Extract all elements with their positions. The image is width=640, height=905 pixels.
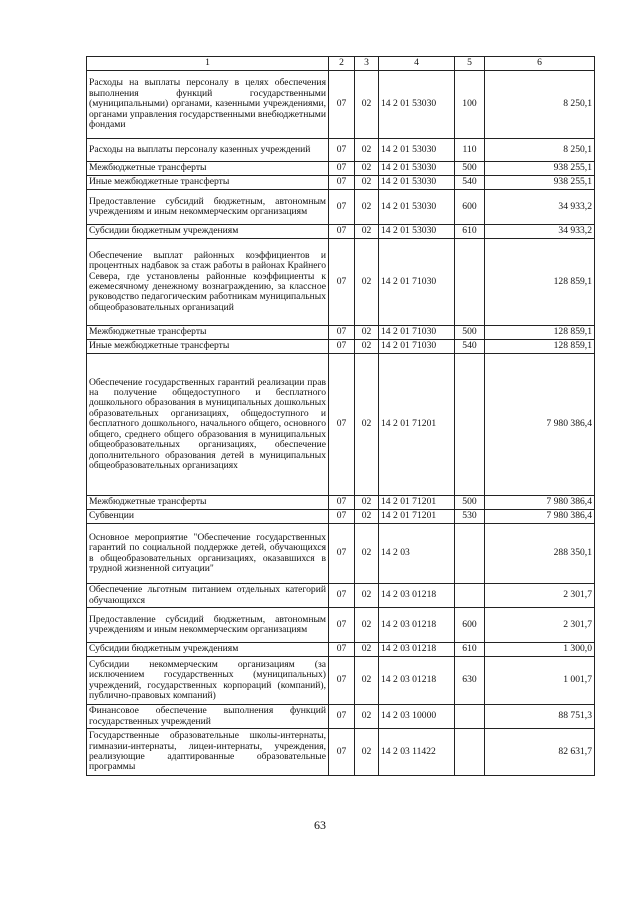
row-section: 07 [329,496,355,510]
table-row [87,239,595,326]
row-target-code: 14 2 03 01218 [379,643,455,657]
row-section: 07 [329,584,355,608]
row-subsection: 02 [355,510,379,524]
table-row [87,139,595,162]
table-row [87,510,595,524]
row-expense-type [455,354,485,496]
table-row [87,729,595,776]
row-name: Финансовое обеспечение выполнения функций государственных учреждений [87,705,329,729]
row-target-code: 14 2 01 71030 [379,326,455,340]
row-sum: 7 980 386,4 [485,496,595,510]
row-sum: 938 255,1 [485,162,595,176]
row-subsection: 02 [355,139,379,162]
row-sum: 88 751,3 [485,705,595,729]
row-name: Межбюджетные трансферты [87,496,329,510]
row-sum: 34 933,2 [485,225,595,239]
row-target-code: 14 2 01 71201 [379,354,455,496]
row-name: Основное мероприятие "Обеспечение государственных гарантий по социальной поддержке детей, обучающихся в общеобразовательных организациях, оказавшихся в трудной жизненной ситуации" [87,524,329,584]
row-expense-type: 500 [455,496,485,510]
row-sum: 1 001,7 [485,657,595,705]
row-sum: 1 300,0 [485,643,595,657]
row-name: Расходы на выплаты персоналу в целях обеспечения выполнения функций государственными (муниципальными) органами, казенными учреждениями, органами управления государственными внебюджетными фондами [87,71,329,139]
row-target-code: 14 2 01 53030 [379,71,455,139]
col-header-3: 3 [355,57,379,71]
row-name: Субвенции [87,510,329,524]
row-sum: 288 350,1 [485,524,595,584]
budget-table [86,56,595,776]
row-sum: 7 980 386,4 [485,510,595,524]
row-target-code: 14 2 03 10000 [379,705,455,729]
row-section: 07 [329,190,355,225]
row-target-code: 14 2 03 01218 [379,657,455,705]
row-sum: 128 859,1 [485,326,595,340]
row-section: 07 [329,239,355,326]
table-row [87,643,595,657]
row-subsection: 02 [355,190,379,225]
row-name: Обеспечение государственных гарантий реализации прав на получение общедоступного и бесплатного дошкольного образования в муниципальных дошкольных образовательных организациях, общедоступного и бесплатного дошкольного, начального общего, основного общего, среднего общего образования в муниципальных общеобразовательных организациях, обеспечение дополнительного образования детей в муниципальных общеобразовательных организациях [87,354,329,496]
table-row [87,496,595,510]
row-target-code: 14 2 01 53030 [379,176,455,190]
row-target-code: 14 2 01 53030 [379,162,455,176]
row-section: 07 [329,729,355,776]
table-row [87,340,595,354]
table-row [87,608,595,643]
row-subsection: 02 [355,162,379,176]
table-row [87,584,595,608]
col-header-2: 2 [329,57,355,71]
row-section: 07 [329,340,355,354]
row-section: 07 [329,139,355,162]
row-sum: 2 301,7 [485,584,595,608]
row-expense-type: 540 [455,176,485,190]
table-row [87,705,595,729]
row-subsection: 02 [355,608,379,643]
row-section: 07 [329,354,355,496]
row-subsection: 02 [355,340,379,354]
row-sum: 8 250,1 [485,139,595,162]
row-target-code: 14 2 01 53030 [379,139,455,162]
col-header-5: 5 [455,57,485,71]
table-row [87,71,595,139]
row-sum: 7 980 386,4 [485,354,595,496]
row-expense-type: 500 [455,162,485,176]
row-target-code: 14 2 01 53030 [379,225,455,239]
row-subsection: 02 [355,524,379,584]
col-header-6: 6 [485,57,595,71]
row-name: Субсидии бюджетным учреждениям [87,225,329,239]
row-sum: 128 859,1 [485,340,595,354]
row-target-code: 14 2 01 53030 [379,190,455,225]
row-expense-type: 610 [455,643,485,657]
table-row [87,162,595,176]
row-expense-type [455,239,485,326]
row-section: 07 [329,510,355,524]
col-header-1: 1 [87,57,329,71]
row-expense-type: 540 [455,340,485,354]
row-expense-type [455,524,485,584]
table-row [87,657,595,705]
row-expense-type: 100 [455,71,485,139]
row-subsection: 02 [355,705,379,729]
table-row [87,524,595,584]
row-expense-type [455,729,485,776]
row-expense-type: 110 [455,139,485,162]
row-sum: 2 301,7 [485,608,595,643]
row-name: Предоставление субсидий бюджетным, автономным учреждениям и иным некоммерческим организациям [87,190,329,225]
row-sum: 938 255,1 [485,176,595,190]
row-subsection: 02 [355,729,379,776]
row-target-code: 14 2 01 71030 [379,239,455,326]
row-subsection: 02 [355,225,379,239]
row-section: 07 [329,657,355,705]
row-name: Межбюджетные трансферты [87,326,329,340]
page-number: 63 [314,818,326,832]
row-subsection: 02 [355,643,379,657]
table-row [87,225,595,239]
row-sum: 8 250,1 [485,71,595,139]
row-target-code: 14 2 03 [379,524,455,584]
row-subsection: 02 [355,326,379,340]
table-row [87,326,595,340]
row-expense-type: 600 [455,190,485,225]
row-expense-type [455,705,485,729]
row-name: Обеспечение выплат районных коэффициентов и процентных надбавок за стаж работы в районах Крайнего Севера, где установлены районные коэффициенты к ежемесячному денежному вознаграждению, за классное руководство педагогическим работникам муниципальных общеобразовательных организаций [87,239,329,326]
row-target-code: 14 2 03 01218 [379,584,455,608]
row-subsection: 02 [355,354,379,496]
table-row [87,176,595,190]
row-expense-type: 600 [455,608,485,643]
row-expense-type: 610 [455,225,485,239]
row-name: Иные межбюджетные трансферты [87,176,329,190]
row-name: Предоставление субсидий бюджетным, автономным учреждениям и иным некоммерческим организациям [87,608,329,643]
row-name: Субсидии некоммерческим организациям (за исключением государственных (муниципальных) учреждений, государственных корпораций (компаний), публично-правовых компаний) [87,657,329,705]
row-target-code: 14 2 01 71201 [379,510,455,524]
row-subsection: 02 [355,496,379,510]
row-expense-type: 630 [455,657,485,705]
row-section: 07 [329,608,355,643]
row-subsection: 02 [355,239,379,326]
row-subsection: 02 [355,657,379,705]
row-name: Иные межбюджетные трансферты [87,340,329,354]
row-section: 07 [329,225,355,239]
row-target-code: 14 2 01 71201 [379,496,455,510]
row-name: Расходы на выплаты персоналу казенных учреждений [87,139,329,162]
table-row [87,190,595,225]
row-section: 07 [329,643,355,657]
row-section: 07 [329,524,355,584]
row-section: 07 [329,162,355,176]
table-row [87,354,595,496]
col-header-4: 4 [379,57,455,71]
header-row [87,57,595,71]
row-name: Субсидии бюджетным учреждениям [87,643,329,657]
row-subsection: 02 [355,176,379,190]
row-section: 07 [329,71,355,139]
row-expense-type: 530 [455,510,485,524]
row-target-code: 14 2 01 71030 [379,340,455,354]
row-section: 07 [329,705,355,729]
row-subsection: 02 [355,71,379,139]
row-section: 07 [329,326,355,340]
row-name: Государственные образовательные школы-интернаты, гимназии-интернаты, лицеи-интернаты, учреждения, реализующие адаптированные образовательные программы [87,729,329,776]
row-expense-type [455,584,485,608]
row-target-code: 14 2 03 11422 [379,729,455,776]
row-name: Межбюджетные трансферты [87,162,329,176]
row-expense-type: 500 [455,326,485,340]
row-target-code: 14 2 03 01218 [379,608,455,643]
row-section: 07 [329,176,355,190]
row-sum: 82 631,7 [485,729,595,776]
row-name: Обеспечение льготным питанием отдельных категорий обучающихся [87,584,329,608]
row-sum: 34 933,2 [485,190,595,225]
row-sum: 128 859,1 [485,239,595,326]
row-subsection: 02 [355,584,379,608]
